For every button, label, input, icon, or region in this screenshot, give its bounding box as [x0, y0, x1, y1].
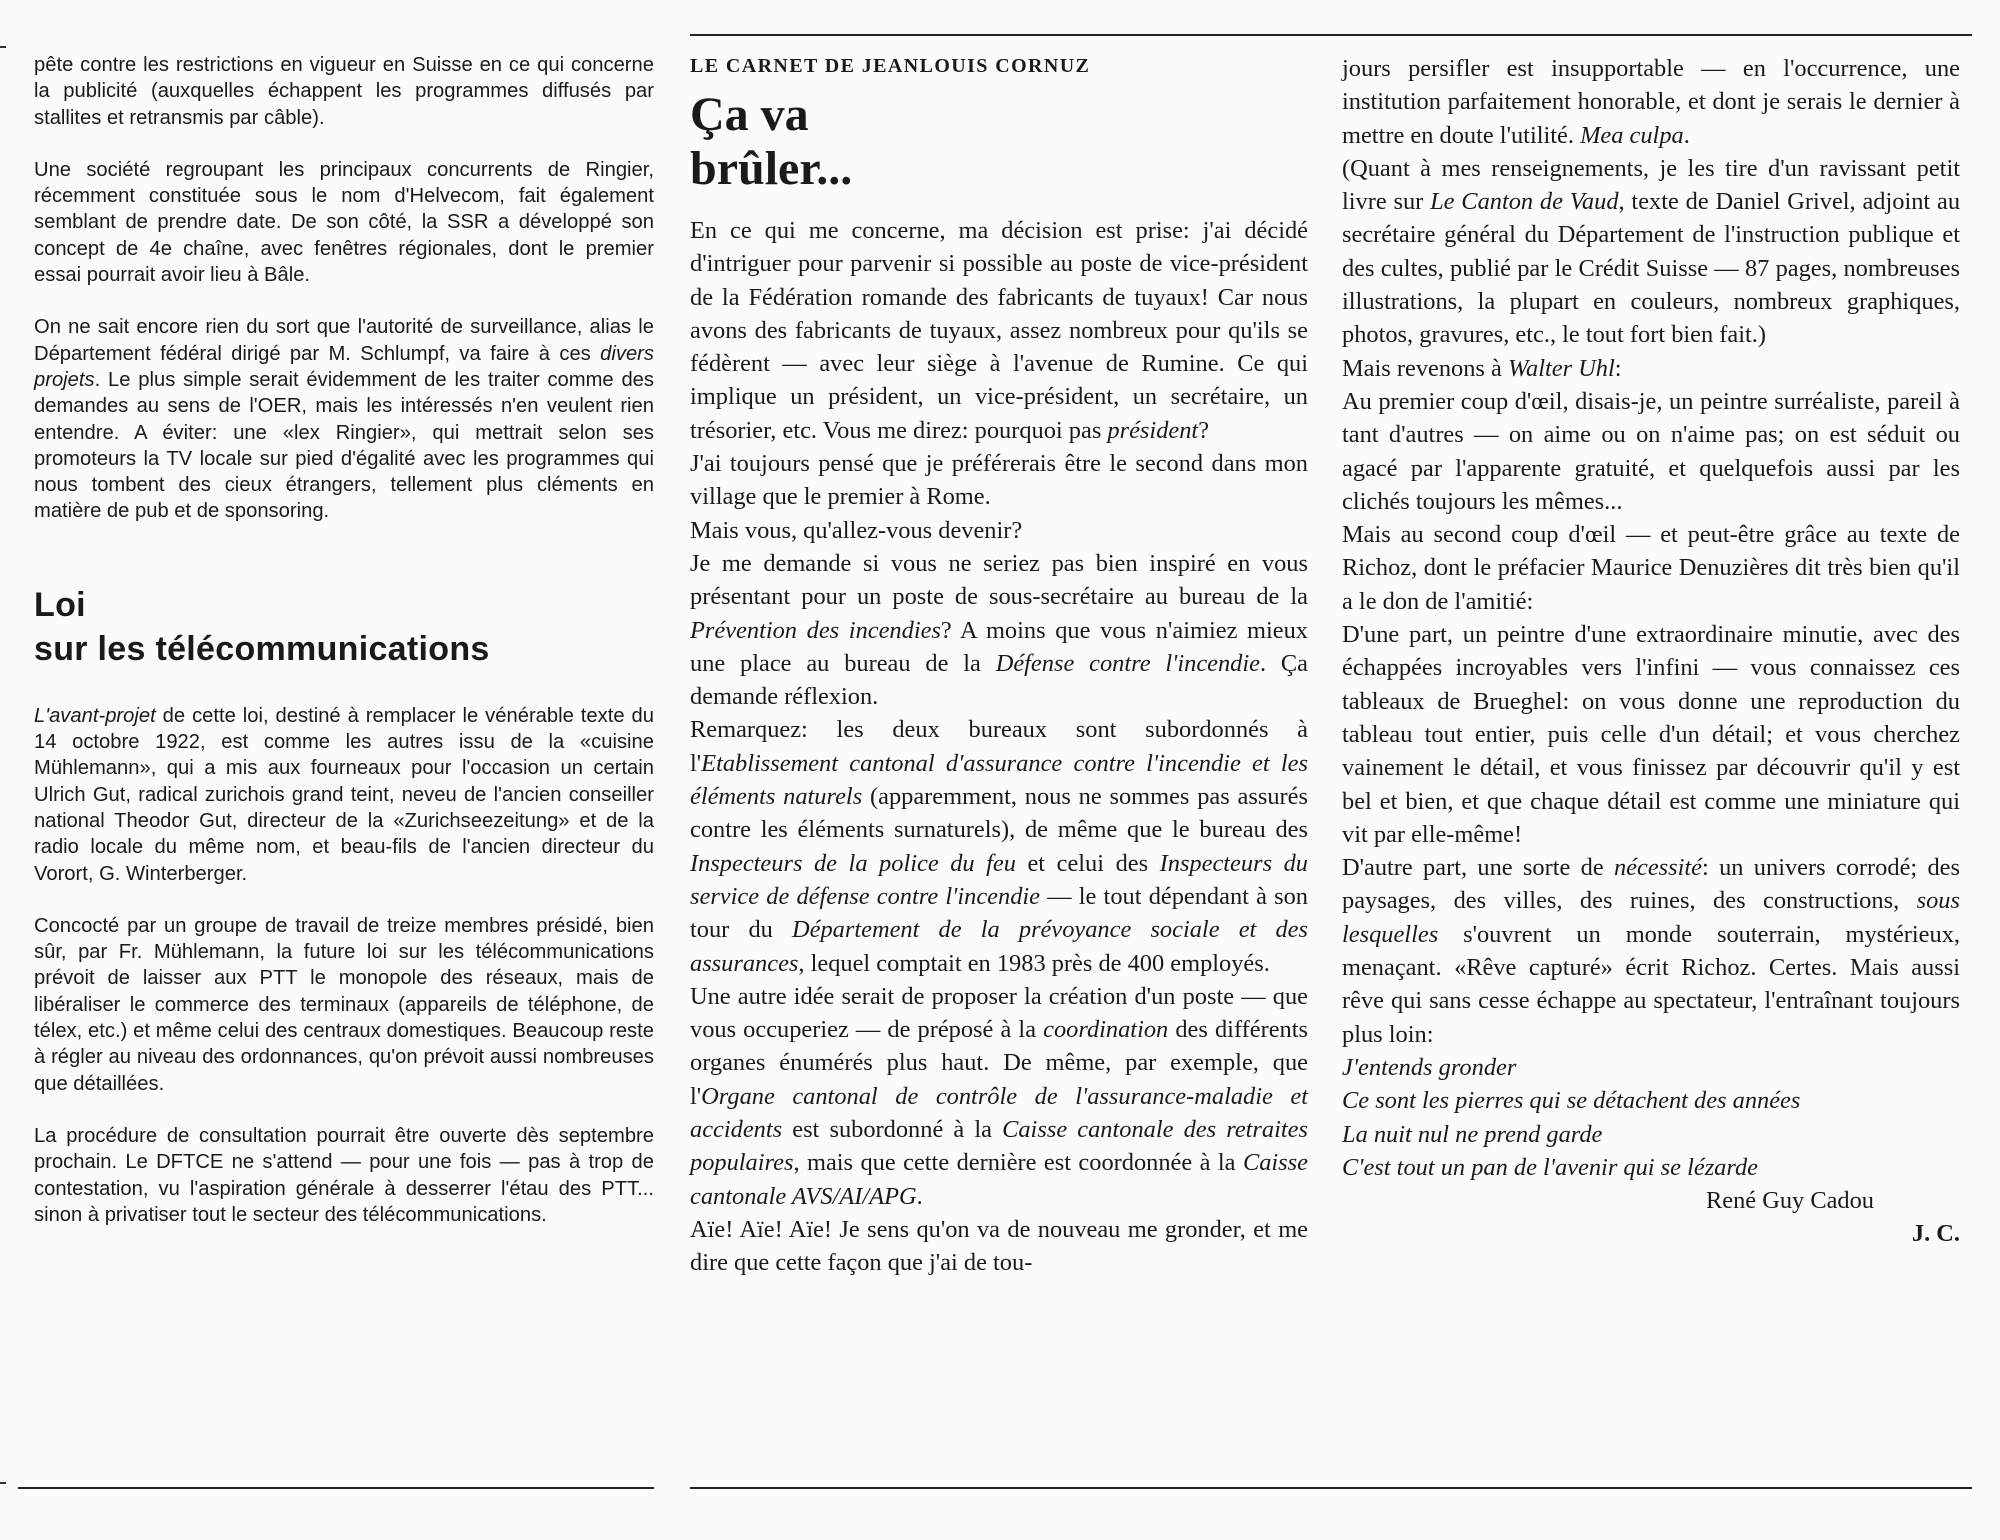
italic-run: divers projets — [34, 342, 654, 391]
italic-run: Inspecteurs de la police du feu — [690, 849, 1016, 877]
carnet-paragraph-4 — [690, 547, 1308, 713]
text-run: : — [1614, 354, 1622, 382]
article-headline — [690, 88, 1308, 196]
carnet-paragraph-5 — [690, 713, 1308, 979]
text-run: et celui des — [1015, 849, 1160, 877]
italic-run: Etablissement cantonal d'assurance contre l'incendie et les éléments naturels — [690, 749, 1308, 811]
text-run: — le tout dépendant à son tour du — [690, 882, 1309, 944]
italic-run: nécessité — [1613, 854, 1703, 882]
left-column — [34, 52, 654, 1254]
italic-run: Mea culpa — [1580, 121, 1684, 149]
top-rule-right — [690, 34, 1972, 36]
left-paragraph-5: Concocté par un groupe de travail de treize membres présidé, bien sûr, par Fr. Mühlemann, la future loi sur les télécommunications prévoit de laisser aux PTT le monopole des réseaux, mais de libéraliser le commerce des terminaux (appareils de téléphone, de télex, etc.) et même celui des centraux domestiques. Beaucoup reste à régler au niveau des ordonnances, qu'on prévoit aussi nombreuses que détaillées. — [34, 914, 654, 1095]
text-run: ? A moins que vous n'aimiez mieux une place au bureau de la — [690, 616, 1308, 677]
italic-run: Inspecteurs du service de défense contre l'incendie — [690, 849, 1308, 910]
text-run: ? — [1198, 416, 1210, 444]
text-run: , texte de Daniel Grivel, adjoint au secrétaire général du Département de l'instruction publique et des cultes, publié par le Crédit Suisse — 87 pages, nombreuses illustrations, la plupart en couleurs, nombreux graphiques, photos, gravures, etc., le tout fort bien fait.) — [1342, 188, 1961, 349]
text-run: (apparemment, nous ne sommes pas assurés contre les éléments surnaturels), de même que le bureau des — [690, 783, 1308, 844]
left-paragraph-2: Une société regroupant les principaux concurrents de Ringier, récemment constituée sous le nom d'Helvecom, fait également semblant de prendre date. De son côté, la SSR a développé son concept de 4e chaîne, avec fenêtres régionales, dont le premier essai pourrait avoir lieu à Bâle. — [34, 158, 654, 287]
text-run: (Quant à mes renseignements, je les tire d'un ravissant petit livre sur — [1342, 154, 1960, 216]
carnet-paragraph-1 — [690, 214, 1308, 447]
author-signature: J. C. — [1911, 1220, 1960, 1248]
headline-line-1: Ça va — [690, 88, 809, 141]
bottom-rule-left — [18, 1487, 654, 1489]
text-run: On ne sait encore rien du sort que l'autorité de surveillance, alias le Département fédéral dirigé par M. Schlumpf, va faire à ces — [34, 316, 654, 365]
carnet-paragraph-6 — [690, 980, 1308, 1213]
italic-run: Département de la prévoyance sociale et des assurances — [690, 916, 1308, 977]
left-paragraph-3 — [34, 314, 654, 524]
text-run: . Le plus simple serait évidemment de les traiter comme des demandes au sens de l'OER, mais les intéressés n'en veulent rien entendre. A éviter: une «lex Ringier», qui mettrait selon ses promoteurs la TV locale sur pied d'égalité avec les programmes qui nous tombent des cieux étrangers, tellement plus cléments en matière de pub et de sponsoring. — [34, 368, 654, 523]
heading-line-2: sur les télécommunications — [34, 629, 490, 668]
text-run: D'autre part, une sorte de — [1342, 854, 1614, 882]
left-paragraph-1: pête contre les restrictions en vigueur en Suisse en ce qui concerne la publicité (auxquelles échappent les programmes diffusés par stallites et retransmis par câble). — [34, 54, 654, 129]
italic-run: Caisse cantonale AVS/AI/APG — [690, 1149, 1308, 1210]
text-run: : un univers corrodé; des paysages, des villes, des ruines, des constructions, — [1342, 854, 1960, 915]
text-run: . — [916, 1182, 923, 1210]
italic-run: Walter Uhl — [1507, 354, 1615, 382]
text-run: de cette loi, destiné à remplacer le vénérable texte du 14 octobre 1922, est comme les autres issu de la «cuisine Mühlemann», qui a mis aux fourneaux pour l'occasion un certain Ulrich Gut, radical zurichois grand teint, neveu de l'ancien conseiller national Theodor Gut, directeur de la «Zurichseezeitung» et de la radio locale du même nom, et beau-fils de l'ancien directeur du Vorort, G. Winterberger. — [34, 704, 654, 885]
poem-line: J'entends gronder — [1342, 1053, 1517, 1081]
left-paragraph-6: La procédure de consultation pourrait être ouverte dès septembre prochain. Le DFTCE ne s'attend — pour une fois — pas à trop de contestation, vu l'aspiration générale à desserrer l'étau des PTT... sinon à privatiser tout le secteur des télécommunications. — [34, 1124, 654, 1226]
carnet-column-1 — [690, 52, 1308, 1280]
text-run: Je me demande si vous ne seriez pas bien inspiré en vous présentant pour un poste de sous-secrétaire au bureau de la — [690, 549, 1308, 611]
italic-run: Défense contre l'incendie — [995, 649, 1260, 677]
poem-quote — [1342, 1051, 1960, 1217]
carnet-paragraph-2: J'ai toujours pensé que je préférerais être le second dans mon village que le premier à Rome. — [690, 450, 1308, 511]
text-run: . — [1683, 121, 1690, 149]
text-run: Une autre idée serait de proposer la création d'un poste — que vous occuperiez — de préposé à la — [690, 982, 1308, 1044]
poem-line: C'est tout un pan de l'avenir qui se lézarde — [1342, 1153, 1758, 1181]
italic-run: Organe cantonal de contrôle de l'assurance-maladie et accidents — [690, 1082, 1308, 1144]
section-heading — [34, 583, 654, 671]
italic-run: Prévention des incendies — [690, 616, 941, 644]
poem-line: Ce sont les pierres qui se détachent des années — [1342, 1087, 1801, 1115]
margin-tick-bottom — [0, 1482, 6, 1484]
text-run: des différents organes énumérés plus haut. De même, par exemple, que l' — [690, 1016, 1308, 1110]
carnet-paragraph-3: Mais vous, qu'allez-vous devenir? — [690, 516, 1023, 544]
text-run: , lequel comptait en 1983 près de 400 employés. — [798, 949, 1270, 977]
italic-run: président — [1107, 416, 1199, 444]
italic-run: Caisse cantonale des retraites populaires — [690, 1116, 1308, 1177]
carnet-paragraph-10 — [1342, 352, 1960, 385]
text-run: , mais que cette dernière est coordonnée à la — [793, 1149, 1243, 1177]
poem-author: René Guy Cadou — [1706, 1187, 1874, 1215]
italic-run: L'avant-projet — [34, 704, 156, 727]
poem-line: La nuit nul ne prend garde — [1342, 1120, 1603, 1148]
carnet-paragraph-12: Mais au second coup d'œil — et peut-être grâce au texte de Richoz, dont le préfacier Maurice Denuzières dit très bien qu'il a le don de l'amitié: — [1342, 521, 1960, 615]
carnet-paragraph-7: Aïe! Aïe! Aïe! Je sens qu'on va de nouveau me gronder, et me dire que cette façon que j'ai de tou- — [690, 1215, 1308, 1277]
carnet-paragraph-14 — [1342, 851, 1960, 1051]
carnet-paragraph-11: Au premier coup d'œil, disais-je, un peintre surréaliste, pareil à tant d'autres — on aime ou on n'aime pas; on est séduit ou agacé par l'apparente gratuité, et quelquefois aussi par les clichés toujours les mêmes... — [1342, 387, 1960, 515]
carnet-column-2 — [1342, 52, 1960, 1251]
text-run: Mais revenons à — [1342, 354, 1508, 382]
left-paragraph-4 — [34, 703, 654, 887]
italic-run: coordination — [1043, 1016, 1169, 1044]
text-run: Remarquez: les deux bureaux sont subordonnés à l' — [690, 716, 1308, 777]
italic-run: sous lesquelles — [1342, 887, 1960, 948]
text-run: jours persifler est insupportable — en l'occurrence, une institution parfaitement honorable, et dont je serais le dernier à mettre en doute l'utilité. — [1342, 55, 1960, 149]
carnet-paragraph-9 — [1342, 152, 1960, 352]
bottom-rule-right — [690, 1487, 1972, 1489]
text-run: . Ça demande réflexion. — [690, 649, 1308, 711]
text-run: s'ouvrent un monde souterrain, mystérieux, menaçant. «Rêve capturé» écrit Richoz. Certes. Mais aussi rêve qui sans cesse échappe au spectateur, l'entraînant toujours plus loin: — [1342, 920, 1960, 1048]
text-run: est subordonné à la — [782, 1116, 1003, 1144]
carnet-paragraph-13: D'une part, un peintre d'une extraordinaire minutie, avec des échappées incroyables vers l'infini — vous connaissez ces tableaux de Brueghel: on vous donne une reproduction du tableau tout entier, puis celle d'un détail; et vous cherchez vainement le détail, et vous finissez par découvrir qu'il y est bel et bien, et que chaque détail est comme une miniature qui vit par elle-même! — [1342, 621, 1960, 848]
italic-run: Le Canton de Vaud — [1430, 188, 1619, 216]
text-run: En ce qui me concerne, ma décision est prise: j'ai décidé d'intriguer pour parvenir si possible au poste de vice-président de la Fédération romande des fabricants de tuyaux! Car nous avons des fabricants de tuyaux, assez nombreux pour qu'ils se fédèrent — avec leur siège à l'avenue de Rumine. Ce qui implique un président, un vice-président, un secrétaire, un trésorier, etc. Vous me direz: pourquoi pas — [690, 217, 1308, 444]
article-kicker: LE CARNET DE JEANLOUIS CORNUZ — [690, 55, 1091, 77]
carnet-paragraph-8 — [1342, 52, 1960, 152]
margin-tick-top — [0, 46, 6, 48]
headline-line-2: brûler... — [690, 142, 853, 195]
heading-line-1: Loi — [34, 585, 86, 624]
